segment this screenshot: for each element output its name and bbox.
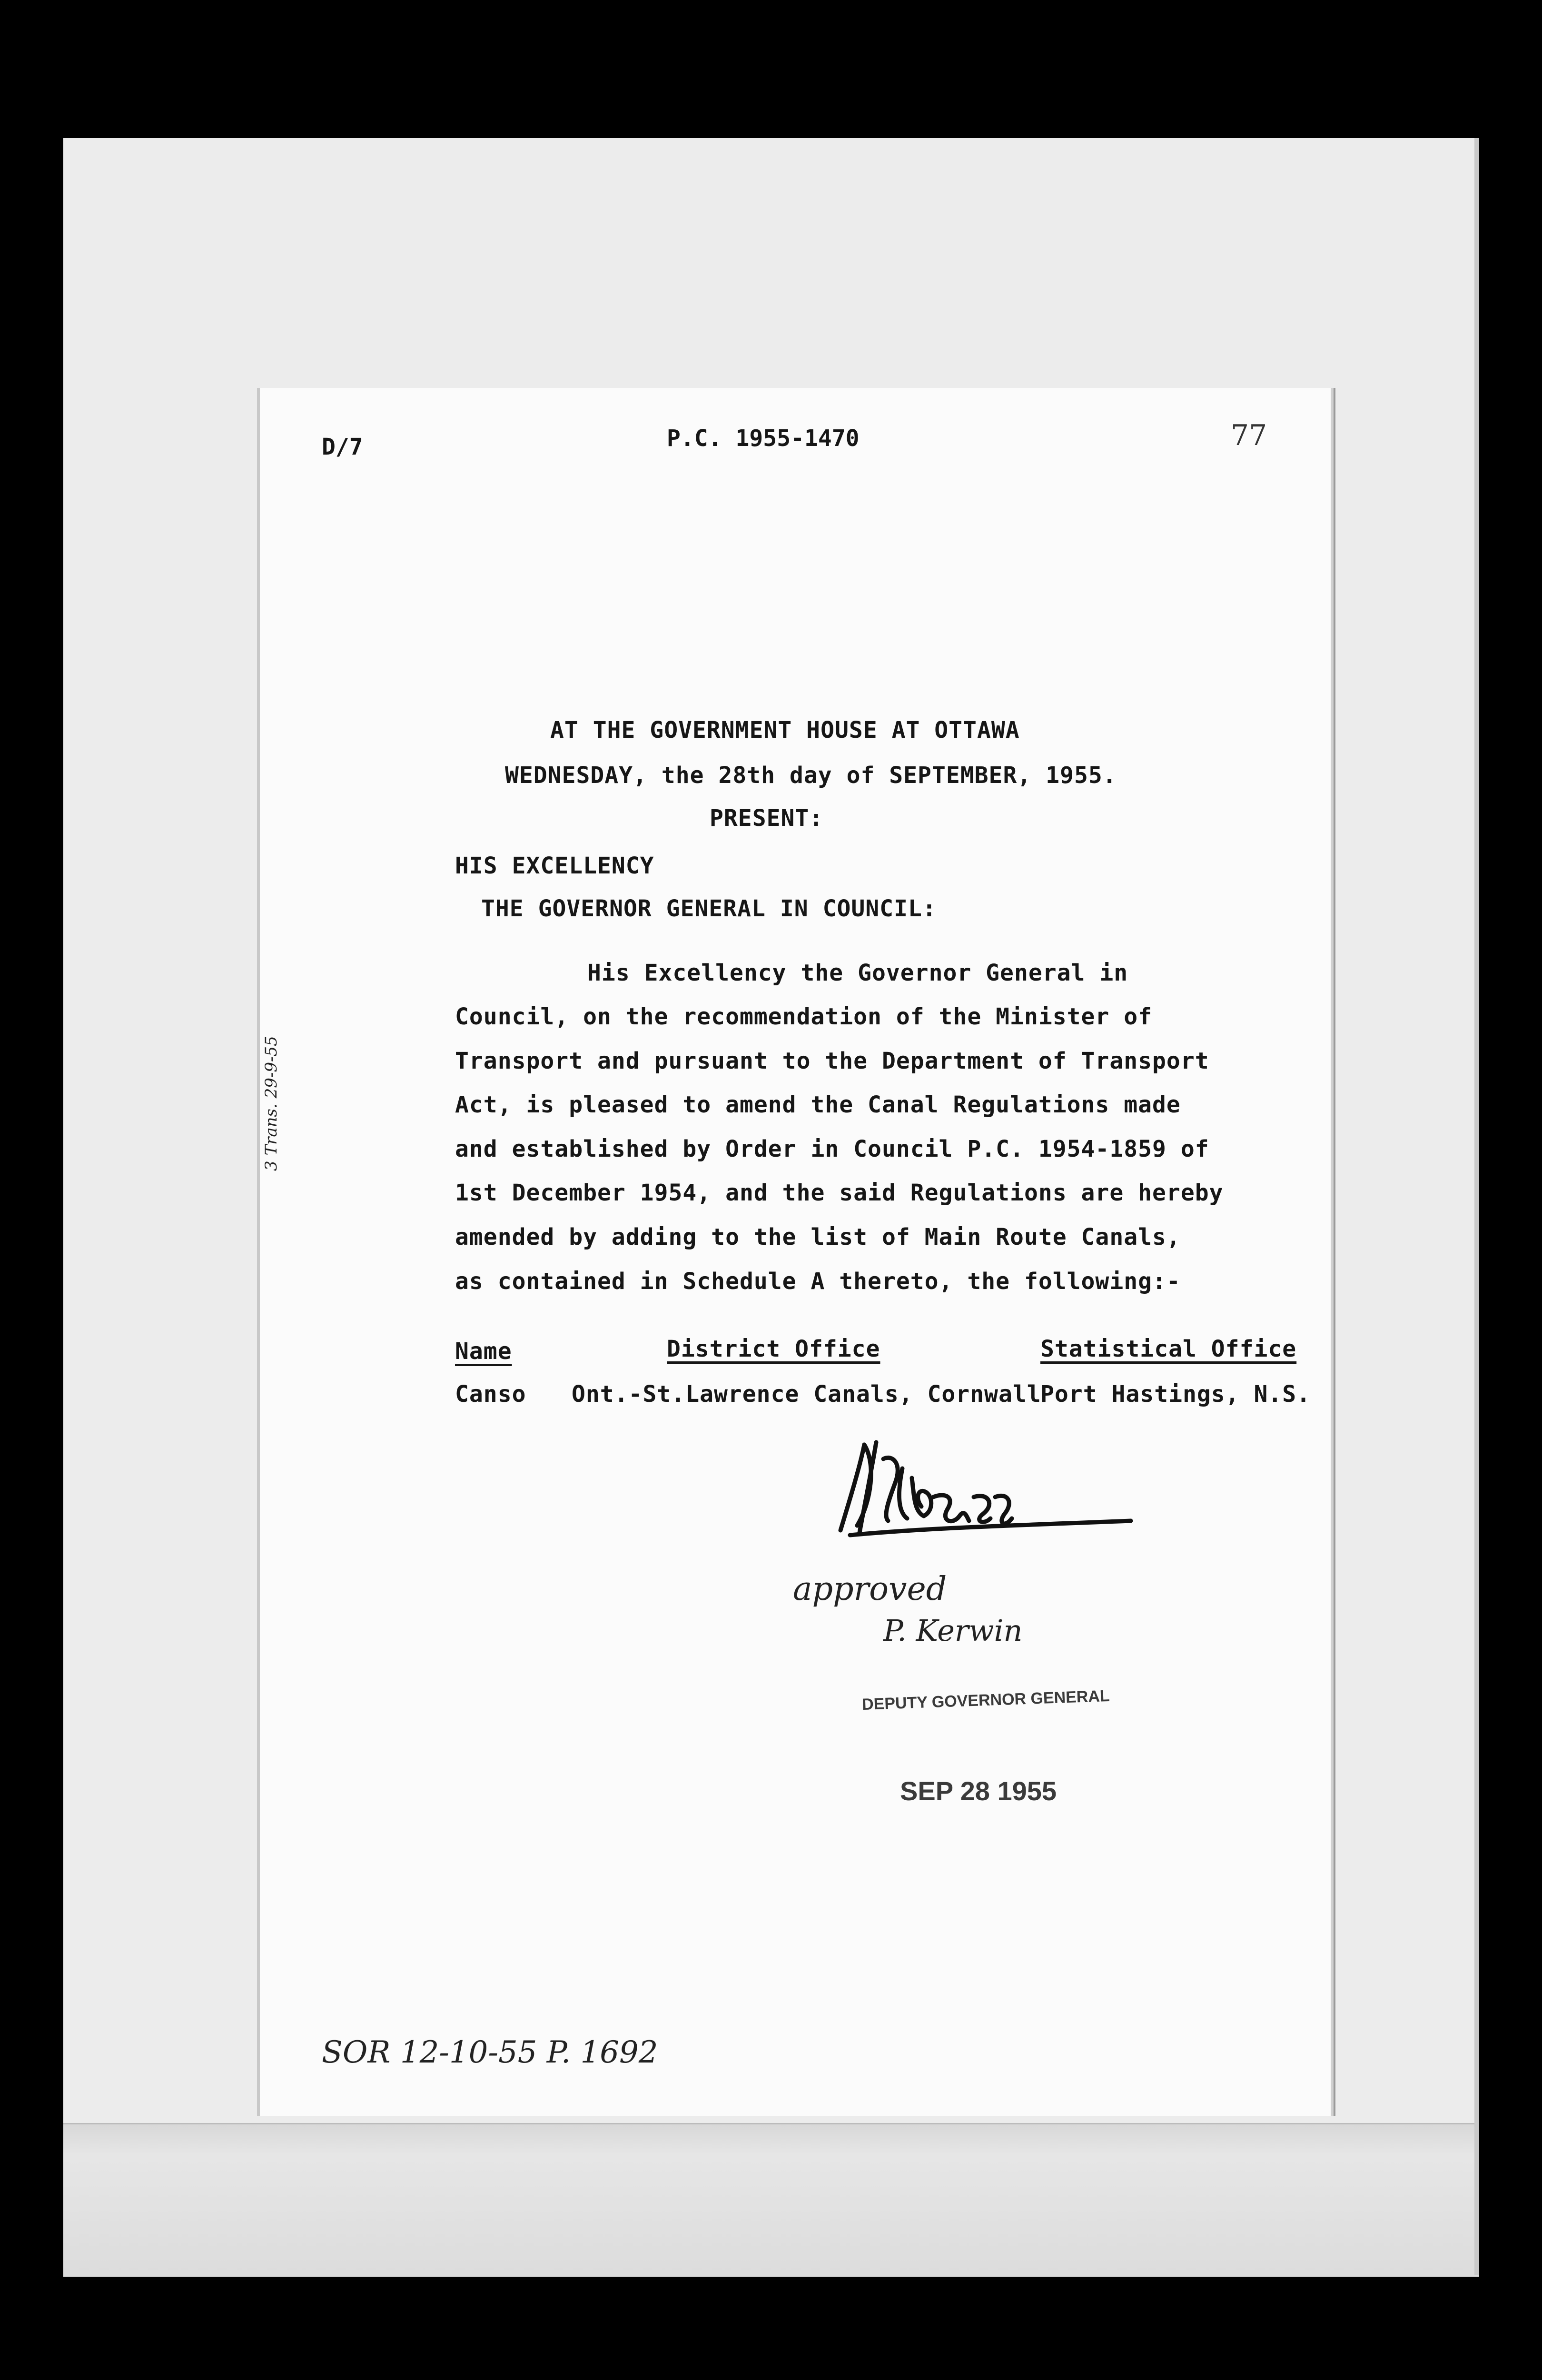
heading-place: AT THE GOVERNMENT HOUSE AT OTTAWA (550, 717, 1020, 744)
heading-date: WEDNESDAY, the 28th day of SEPTEMBER, 1955. (505, 762, 1117, 789)
bottom-band (63, 2123, 1479, 2277)
approved-initials: P. Kerwin (883, 1613, 1023, 1648)
approved-note: approved (793, 1570, 947, 1608)
body-line: as contained in Schedule A thereto, the following:- (455, 1268, 1181, 1295)
table-cell-district: Ont.-St.Lawrence Canals, Cornwall (572, 1381, 1041, 1408)
body-line: Act, is pleased to amend the Canal Regulations made (455, 1091, 1181, 1118)
table-cell-statistical: Port Hastings, N.S. (1040, 1381, 1311, 1408)
page-number: 77 (1231, 419, 1267, 452)
salutation-line2: THE GOVERNOR GENERAL IN COUNCIL: (481, 895, 937, 922)
margin-note: 3 Trans. 29-9-55 (262, 1036, 281, 1171)
document-page (257, 388, 1334, 2116)
table-header-district: District Office (667, 1336, 880, 1362)
heading-present: PRESENT: (710, 805, 824, 832)
body-line: Transport and pursuant to the Department of Transport (455, 1048, 1209, 1074)
body-line: His Excellency the Governor General in (587, 960, 1128, 986)
sheet-edge (1474, 138, 1479, 2275)
handwritten-signature (831, 1426, 1140, 1549)
table-header-name: Name (455, 1338, 512, 1365)
body-line: and established by Order in Council P.C. 1954-1859 of (455, 1136, 1209, 1162)
body-line: 1st December 1954, and the said Regulations are hereby (455, 1180, 1224, 1206)
table-cell-name: Canso (455, 1381, 526, 1408)
file-code: D/7 (322, 434, 363, 460)
table-header-statistical: Statistical Office (1040, 1336, 1297, 1362)
salutation-line1: HIS EXCELLENCY (455, 853, 654, 879)
body-line: Council, on the recommendation of the Minister of (455, 1003, 1153, 1030)
order-number: P.C. 1955-1470 (667, 425, 860, 452)
body-line: amended by adding to the list of Main Route Canals, (455, 1224, 1181, 1250)
date-stamp: SEP 28 1955 (900, 1776, 1057, 1806)
footer-note: SOR 12-10-55 P. 1692 (322, 2035, 658, 2070)
deputy-governor-stamp: DEPUTY GOVERNOR GENERAL (861, 1686, 1110, 1714)
